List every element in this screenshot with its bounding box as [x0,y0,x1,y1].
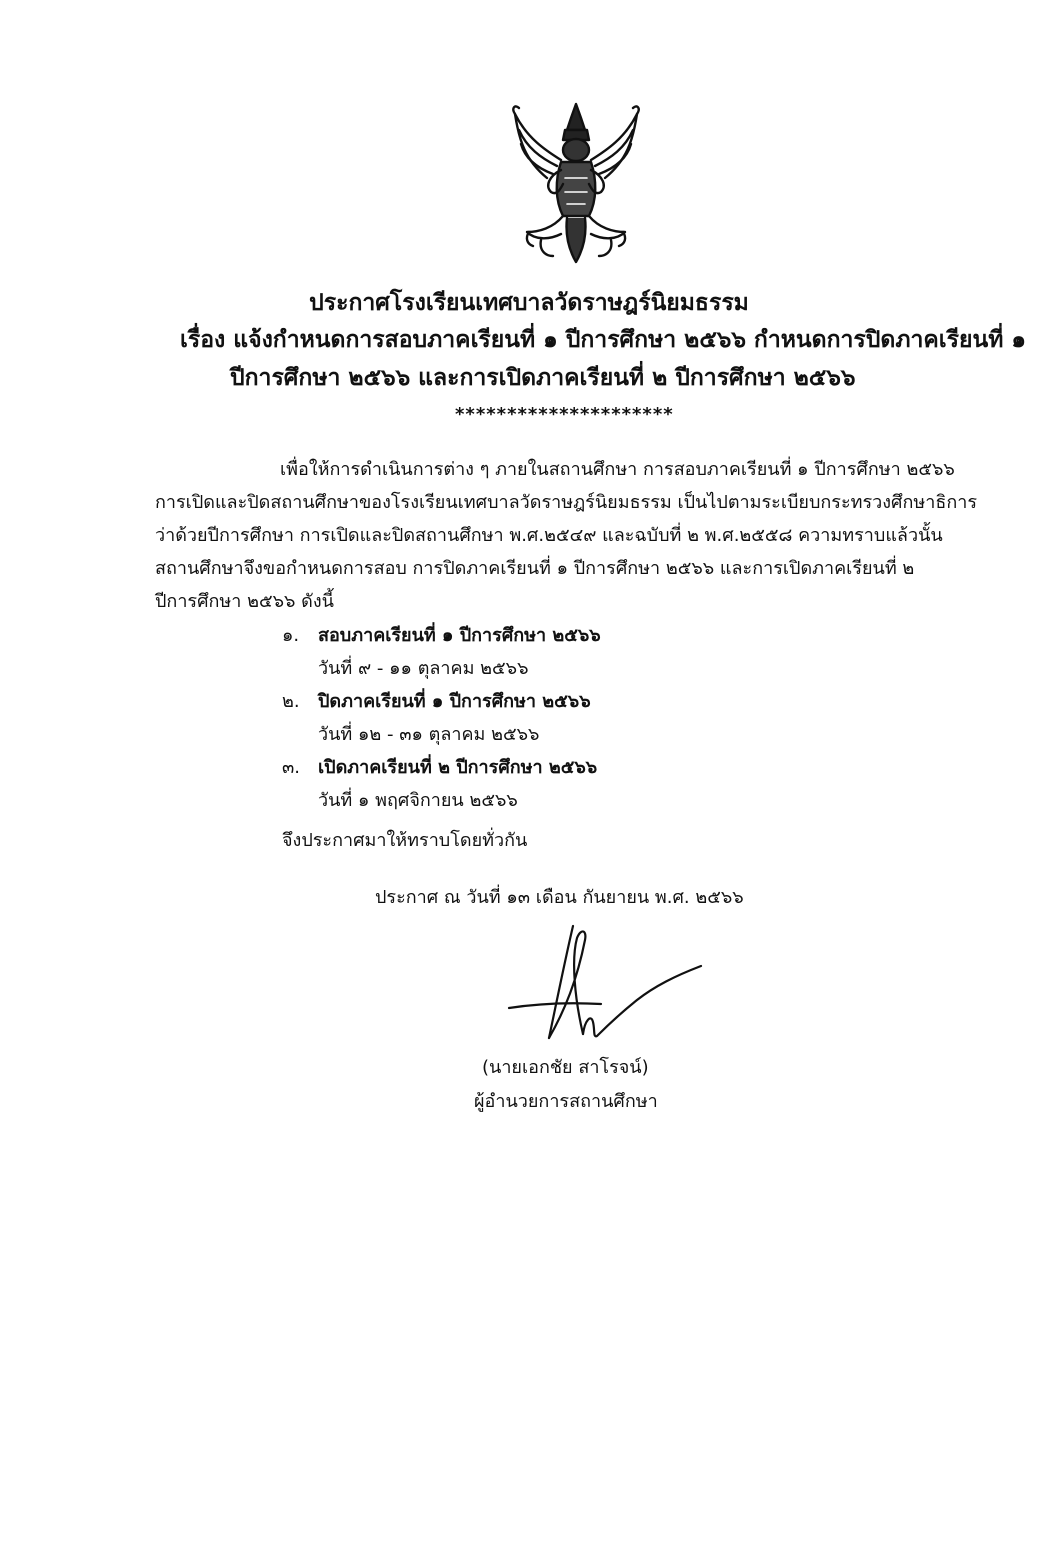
item-title: ปิดภาคเรียนที่ ๑ ปีการศึกษา ๒๕๖๖ [318,691,591,712]
item-number: ๒. [282,691,300,712]
paragraph-line-4: สถานศึกษาจึงขอกำหนดการสอบ การปิดภาคเรียนที่ ๑ ปีการศึกษา ๒๕๖๖ และการเปิดภาคเรียนที่ ๒ [155,558,915,579]
subject-line-2: ปีการศึกษา ๒๕๖๖ และการเปิดภาคเรียนที่ ๒ ปีการศึกษา ๒๕๖๖ [230,365,856,391]
garuda-emblem-icon [505,100,647,268]
paragraph-line-3: ว่าด้วยปีการศึกษา การเปิดและปิดสถานศึกษา พ.ศ.๒๕๔๙ และฉบับที่ ๒ พ.ศ.๒๕๕๘ ความทราบแล้วนั้น [155,525,943,546]
item-number: ๓. [282,757,301,778]
paragraph-line-2: การเปิดและปิดสถานศึกษาของโรงเรียนเทศบาลวัดราษฎร์นิยมธรรม เป็นไปตามระเบียบกระทรวงศึกษาธิการ [155,492,978,513]
item-title: สอบภาคเรียนที่ ๑ ปีการศึกษา ๒๕๖๖ [318,625,601,646]
closing-statement: จึงประกาศมาให้ทราบโดยทั่วกัน [282,830,528,851]
handwritten-signature-icon [505,920,705,1050]
item-detail: วันที่ ๑๒ - ๓๑ ตุลาคม ๒๕๖๖ [318,724,540,745]
item-detail: วันที่ ๑ พฤศจิกายน ๒๕๖๖ [318,790,518,811]
signer-position: ผู้อำนวยการสถานศึกษา [474,1091,658,1112]
signer-name: (นายเอกชัย สาโรจน์) [482,1057,649,1078]
separator-stars: ********************* [455,404,674,425]
item-number: ๑. [282,625,300,646]
paragraph-line-5: ปีการศึกษา ๒๕๖๖ ดังนี้ [155,591,334,612]
announcement-date: ประกาศ ณ วันที่ ๑๓ เดือน กันยายน พ.ศ. ๒๕๖๖ [375,887,744,908]
paragraph-line-1: เพื่อให้การดำเนินการต่าง ๆ ภายในสถานศึกษา การสอบภาคเรียนที่ ๑ ปีการศึกษา ๒๕๖๖ [280,459,955,480]
announcement-title: ประกาศโรงเรียนเทศบาลวัดราษฎร์นิยมธรรม [309,290,749,316]
subject-line-1: เรื่อง แจ้งกำหนดการสอบภาคเรียนที่ ๑ ปีการศึกษา ๒๕๖๖ กำหนดการปิดภาคเรียนที่ ๑ [180,327,1026,353]
item-detail: วันที่ ๙ - ๑๑ ตุลาคม ๒๕๖๖ [318,658,529,679]
item-title: เปิดภาคเรียนที่ ๒ ปีการศึกษา ๒๕๖๖ [318,757,598,778]
